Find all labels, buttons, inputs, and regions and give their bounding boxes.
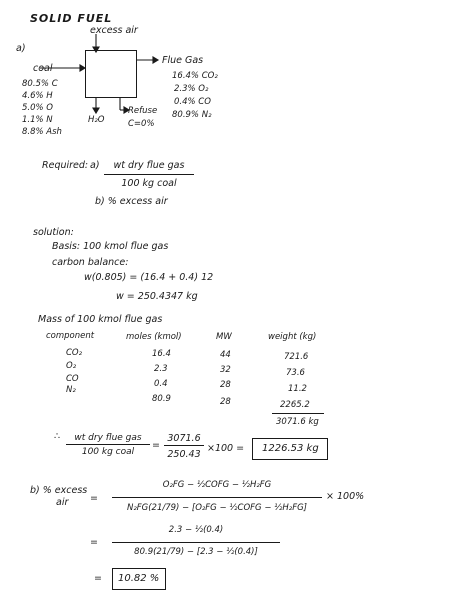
flue-gas-n2: 80.9% N₂	[172, 110, 212, 120]
table-header-moles: moles (kmol)	[126, 332, 182, 342]
table-cell-moles: 0.4	[154, 379, 168, 389]
flue-gas-co2: 16.4% CO₂	[172, 71, 218, 81]
solution-label: solution:	[33, 227, 74, 238]
page-title: SOLID FUEL	[30, 12, 113, 25]
ratio-numerator-label: wt dry flue gas	[74, 433, 142, 443]
refuse-label: Refuse	[128, 106, 158, 116]
ratio-denominator-value: 250.43	[167, 449, 201, 460]
coal-composition-ash: 8.8% Ash	[22, 127, 62, 137]
required-a-prefix: a)	[90, 160, 100, 171]
table-cell-component: CO	[66, 374, 79, 384]
coal-composition-n: 1.1% N	[22, 115, 53, 125]
flue-gas-label: Flue Gas	[162, 55, 204, 66]
table-cell-weight: 721.6	[284, 352, 309, 362]
table-cell-weight: 73.6	[286, 368, 305, 378]
required-b: b) % excess air	[95, 196, 168, 207]
excess-air-sub-denominator: 80.9(21/79) − [2.3 − ½(0.4)]	[134, 547, 258, 557]
table-header-weight: weight (kg)	[268, 332, 317, 342]
refuse-composition: C=0%	[128, 119, 155, 129]
excess-air-label-line2: air	[56, 497, 69, 508]
mass-table-title: Mass of 100 kmol flue gas	[38, 314, 163, 325]
table-header-component: component	[46, 331, 95, 341]
carbon-balance-eq2: w = 250.4347 kg	[116, 291, 198, 302]
ratio-denominator-label: 100 kg coal	[81, 447, 135, 457]
table-cell-component: O₂	[66, 361, 77, 371]
excess-air-formula-denominator: N₂FG(21/79) − [O₂FG − ½COFG − ½H₂FG]	[126, 503, 307, 513]
flue-gas-o2: 2.3% O₂	[174, 84, 209, 94]
required-a-denominator: 100 kg coal	[121, 178, 177, 189]
excess-air-label: excess air	[90, 25, 138, 36]
excess-air-equals-3: =	[94, 573, 102, 584]
table-total: 3071.6 kg	[276, 417, 319, 427]
table-total-underline	[272, 413, 324, 414]
ratio-result: 1226.53 kg	[262, 443, 319, 454]
ratio-value-bar	[164, 445, 204, 446]
table-cell-moles: 16.4	[152, 349, 171, 359]
table-cell-mw: 32	[220, 365, 231, 375]
excess-air-formula-suffix: × 100%	[326, 491, 365, 502]
table-cell-component: N₂	[66, 385, 76, 395]
excess-air-equals-1: =	[90, 493, 98, 504]
required-label: Required:	[42, 160, 89, 171]
table-cell-weight: 11.2	[288, 384, 307, 394]
therefore-symbol: ∴	[54, 431, 61, 442]
table-header-mw: MW	[216, 332, 232, 342]
coal-composition-h: 4.6% H	[22, 91, 53, 101]
excess-air-label-line1: b) % excess	[30, 485, 88, 496]
table-cell-mw: 28	[220, 397, 231, 407]
table-cell-mw: 44	[220, 350, 231, 360]
table-cell-moles: 80.9	[152, 394, 171, 404]
required-a-numerator: wt dry flue gas	[113, 160, 185, 171]
ratio-equals: =	[152, 440, 160, 451]
coal-composition-o: 5.0% O	[22, 103, 53, 113]
ratio-label-bar	[66, 444, 150, 445]
carbon-balance-eq1: w(0.805) = (16.4 + 0.4) 12	[84, 272, 214, 283]
part-a-label: a)	[16, 43, 26, 54]
coal-label: coal	[33, 63, 53, 74]
ratio-numerator-value: 3071.6	[167, 433, 201, 444]
coal-composition-c: 80.5% C	[22, 79, 58, 89]
excess-air-formula-numerator: O₂FG − ½COFG − ½H₂FG	[162, 480, 272, 490]
basis-line: Basis: 100 kmol flue gas	[52, 241, 169, 252]
excess-air-equals-2: =	[90, 537, 98, 548]
excess-air-sub-bar	[112, 542, 280, 543]
ratio-multiplier: ×100 =	[207, 443, 245, 454]
carbon-balance-label: carbon balance:	[52, 257, 129, 268]
excess-air-formula-bar	[112, 497, 322, 498]
excess-air-sub-numerator: 2.3 − ½(0.4)	[168, 525, 224, 535]
table-cell-weight: 2265.2	[280, 400, 310, 410]
table-cell-mw: 28	[220, 380, 231, 390]
table-cell-component: CO₂	[66, 348, 83, 358]
required-a-fraction-bar	[104, 174, 194, 175]
flue-gas-co: 0.4% CO	[174, 97, 211, 107]
table-cell-moles: 2.3	[154, 364, 168, 374]
process-box	[85, 50, 137, 98]
excess-air-result: 10.82 %	[118, 573, 160, 584]
h2o-label: H₂O	[88, 115, 105, 125]
